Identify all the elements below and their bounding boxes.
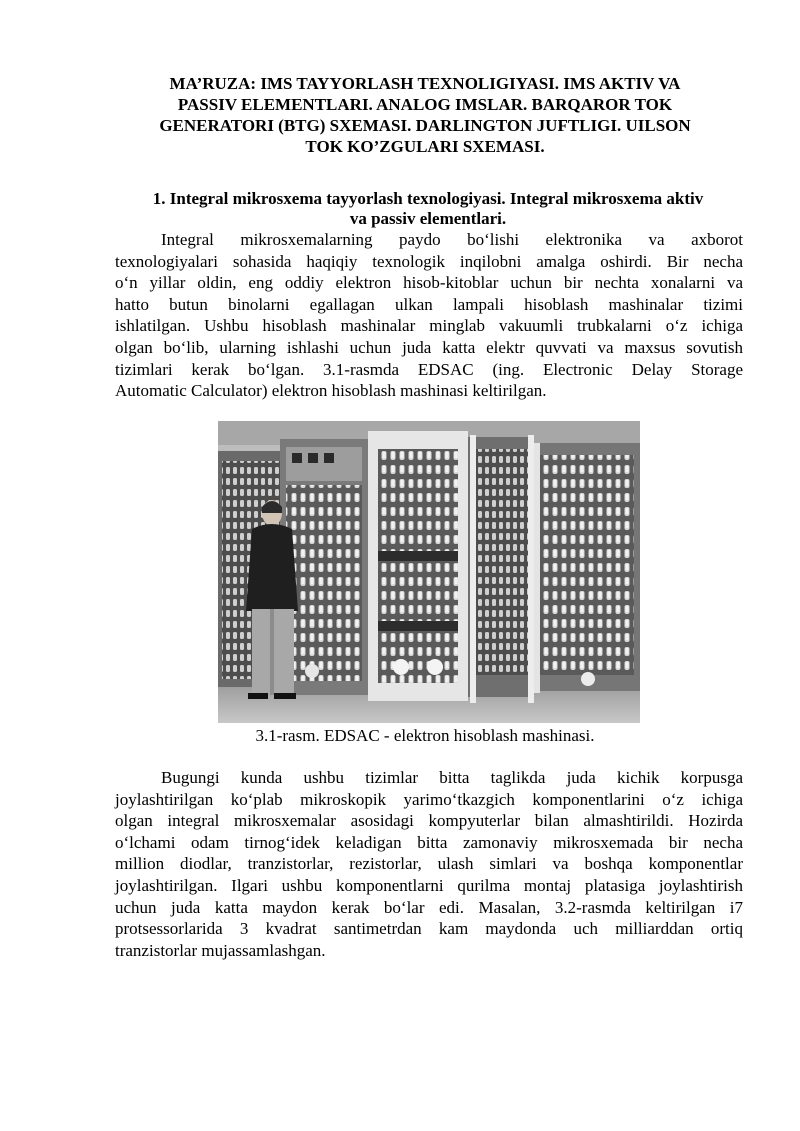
paragraph-line: joylashtirilgan ko‘plab mikroskopik yarimo‘tkazgich komponentlarini o‘z ichiga [115, 789, 743, 809]
edsac-photo-illustration [218, 421, 640, 723]
section-heading [112, 189, 744, 229]
paragraph-line: olgan integral mikrosxemalar asosidagi kompyuterlar bilan almashtirildi. Hozirda [115, 811, 743, 831]
paragraph-line: million diodlar, tranzistorlar, rezistorlar, ulash simlari va boshqa komponentlar [115, 854, 743, 874]
paragraph-line: protsessorlarida 3 kvadrat santimetrdan kam maydonda uch milliarddan ortiq [115, 919, 743, 939]
figure-caption: 3.1-rasm. EDSAC - elektron hisoblash mashinasi. [255, 726, 595, 745]
cabinet-center-right [468, 435, 534, 703]
paragraph-2 [115, 767, 743, 961]
paragraph-line: joylashtirilgan. Ilgari ushbu komponentlarni qurilma montaj platasiga joylashtirish [115, 875, 743, 895]
paragraph-line: o‘n yillar oldin, eng oddiy elektron hisob-kitoblar uchun bir nechta xonalarni va [115, 273, 743, 293]
paragraph-line: ishlatilgan. Ushbu hisoblash mashinalar minglab vakuumli trubkalarni o‘z ichiga [115, 316, 743, 336]
paragraph-line: Bugungi kunda ushbu tizimlar bitta taglikda juda kichik korpusga [161, 768, 743, 787]
paragraph-line: tranzistorlar mujassamlashgan. [115, 940, 326, 960]
section-heading-line: va passiv elementlari. [349, 209, 507, 228]
title-line: MA’RUZA: IMS TAYYORLASH TEXNOLIGIYASI. IMS AKTIV VA [169, 74, 681, 93]
paragraph-line: uchun juda katta maydon kerak bo‘lar edi. Masalan, 3.2-rasmda keltirilgan i7 [115, 897, 743, 917]
section-heading-line: 1. Integral mikrosxema tayyorlash texnologiyasi. Integral mikrosxema aktiv [152, 189, 704, 208]
person-figure [246, 500, 298, 699]
edsac-photo [218, 421, 640, 723]
paragraph-line: Integral mikrosxemalarning paydo bo‘lishi elektronika va axborot [161, 230, 743, 249]
lecture-title [110, 73, 740, 157]
title-line: TOK KO’ZGULARI SXEMASI. [305, 137, 545, 156]
paragraph-line: olgan bo‘lib, ularning ishlashi uchun juda katta elektr quvvati va maxsus sovutish [115, 337, 743, 357]
paragraph-line: texnologiyalari sohasida haqiqiy texnologik inqilobni amalga oshirdi. Bir necha [115, 251, 743, 271]
paragraph-1 [115, 229, 743, 402]
title-line: PASSIV ELEMENTLARI. ANALOG IMSLAR. BARQAROR TOK [177, 95, 673, 114]
cabinet-center [368, 431, 468, 701]
paragraph-line: o‘lchami odam tirnog‘idek keladigan bitta zamonaviy mikrosxemada bir necha [115, 832, 743, 852]
title-line: GENERATORI (BTG) SXEMASI. DARLINGTON JUFTLIGI. UILSON [159, 116, 691, 135]
cabinet-right [534, 443, 640, 693]
paragraph-line: hatto butun binolarni egallagan ulkan lampali hisoblash mashinalar tizimi [115, 294, 743, 314]
paragraph-line: tizimlari kerak bo‘lgan. 3.1-rasmda EDSAC (ing. Electronic Delay Storage [115, 359, 743, 379]
paragraph-line: Automatic Calculator) elektron hisoblash mashinasi keltirilgan. [115, 381, 547, 401]
